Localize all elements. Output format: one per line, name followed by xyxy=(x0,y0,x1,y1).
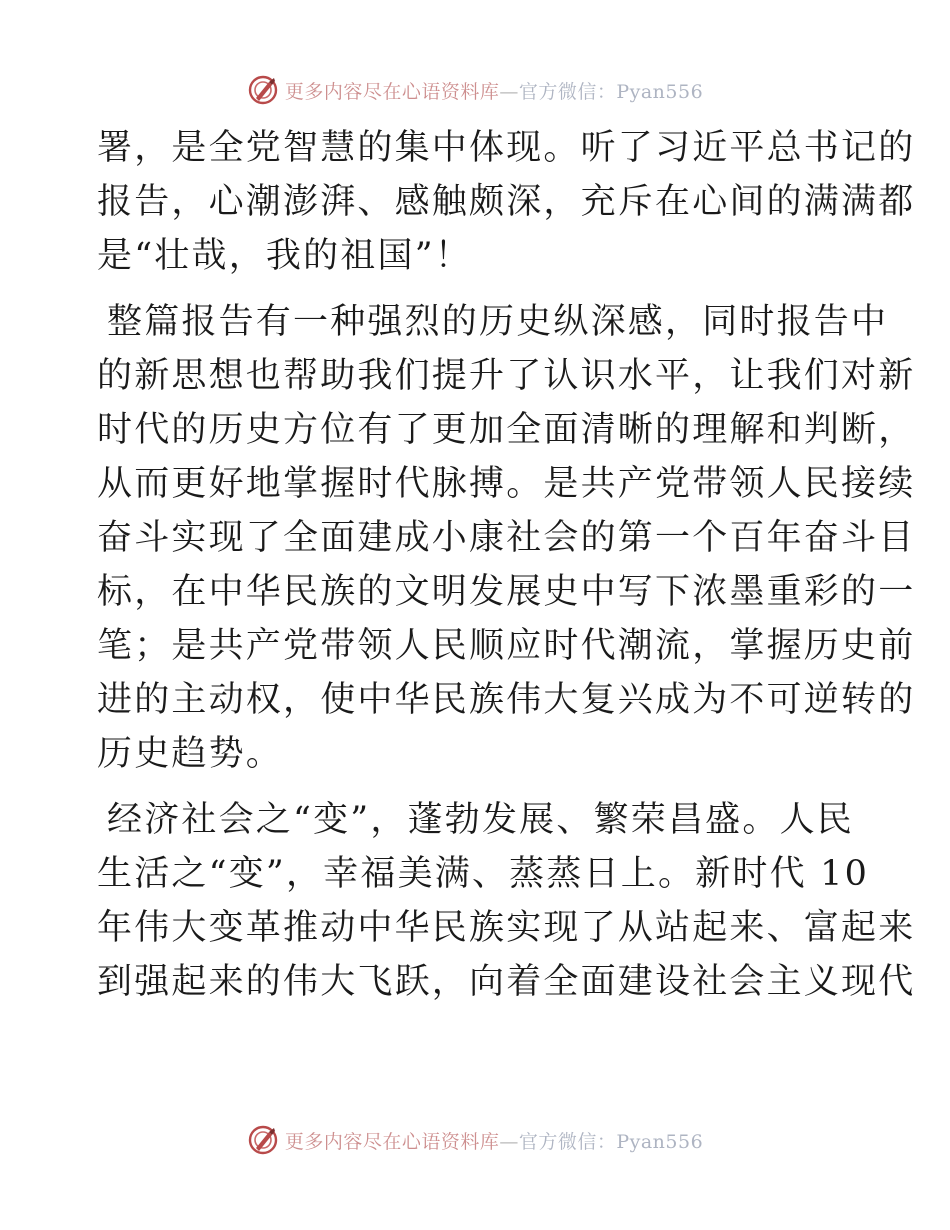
text-line: 奋斗实现了全面建成小康社会的第一个百年奋斗目 xyxy=(97,518,916,558)
text-line: 署，是全党智慧的集中体现。听了习近平总书记的 xyxy=(97,128,916,168)
text-line: 报告，心潮澎湃、感触颇深，充斥在心间的满满都 xyxy=(97,182,916,222)
paragraph-2 xyxy=(97,295,916,781)
header-banner xyxy=(0,70,950,110)
text-line: 整篇报告有一种强烈的历史纵深感，同时报告中 xyxy=(107,302,889,342)
text-line: 生活之“变”，幸福美满、蒸蒸日上。新时代 10 xyxy=(97,854,870,894)
header-wechat: 官方微信：Pyan556 xyxy=(518,80,704,103)
text-line: 时代的历史方位有了更加全面清晰的理解和判断， xyxy=(97,410,916,450)
text-line: 经济社会之“变”，蓬勃发展、繁荣昌盛。人民 xyxy=(107,800,854,840)
text-line: 的新思想也帮助我们提升了认识水平，让我们对新 xyxy=(97,356,916,396)
header-separator: — xyxy=(499,80,519,103)
footer-wechat: 官方微信：Pyan556 xyxy=(518,1130,704,1153)
logo-icon xyxy=(247,74,279,106)
text-line: 年伟大变革推动中华民族实现了从站起来、富起来 xyxy=(97,908,916,948)
paragraph-3 xyxy=(97,793,916,1009)
text-line: 从而更好地掌握时代脉搏。是共产党带领人民接续 xyxy=(97,464,916,504)
document-body xyxy=(97,121,916,1021)
footer-brand: 更多内容尽在心语资料库 xyxy=(284,1130,500,1153)
header-text xyxy=(285,77,703,104)
text-line: 是“壮哉，我的祖国”！ xyxy=(97,236,472,276)
text-line: 标，在中华民族的文明发展史中写下浓墨重彩的一 xyxy=(97,572,916,612)
paragraph-1 xyxy=(97,121,916,283)
header-brand: 更多内容尽在心语资料库 xyxy=(284,80,500,103)
footer-separator: — xyxy=(499,1130,519,1153)
text-line: 进的主动权，使中华民族伟大复兴成为不可逆转的 xyxy=(97,680,916,720)
text-line: 笔；是共产党带领人民顺应时代潮流，掌握历史前 xyxy=(97,626,916,666)
logo-icon xyxy=(247,1124,279,1156)
text-line: 到强起来的伟大飞跃，向着全面建设社会主义现代 xyxy=(97,962,916,1002)
footer-text xyxy=(285,1127,703,1154)
footer-banner xyxy=(0,1120,950,1160)
text-line: 历史趋势。 xyxy=(97,734,284,774)
